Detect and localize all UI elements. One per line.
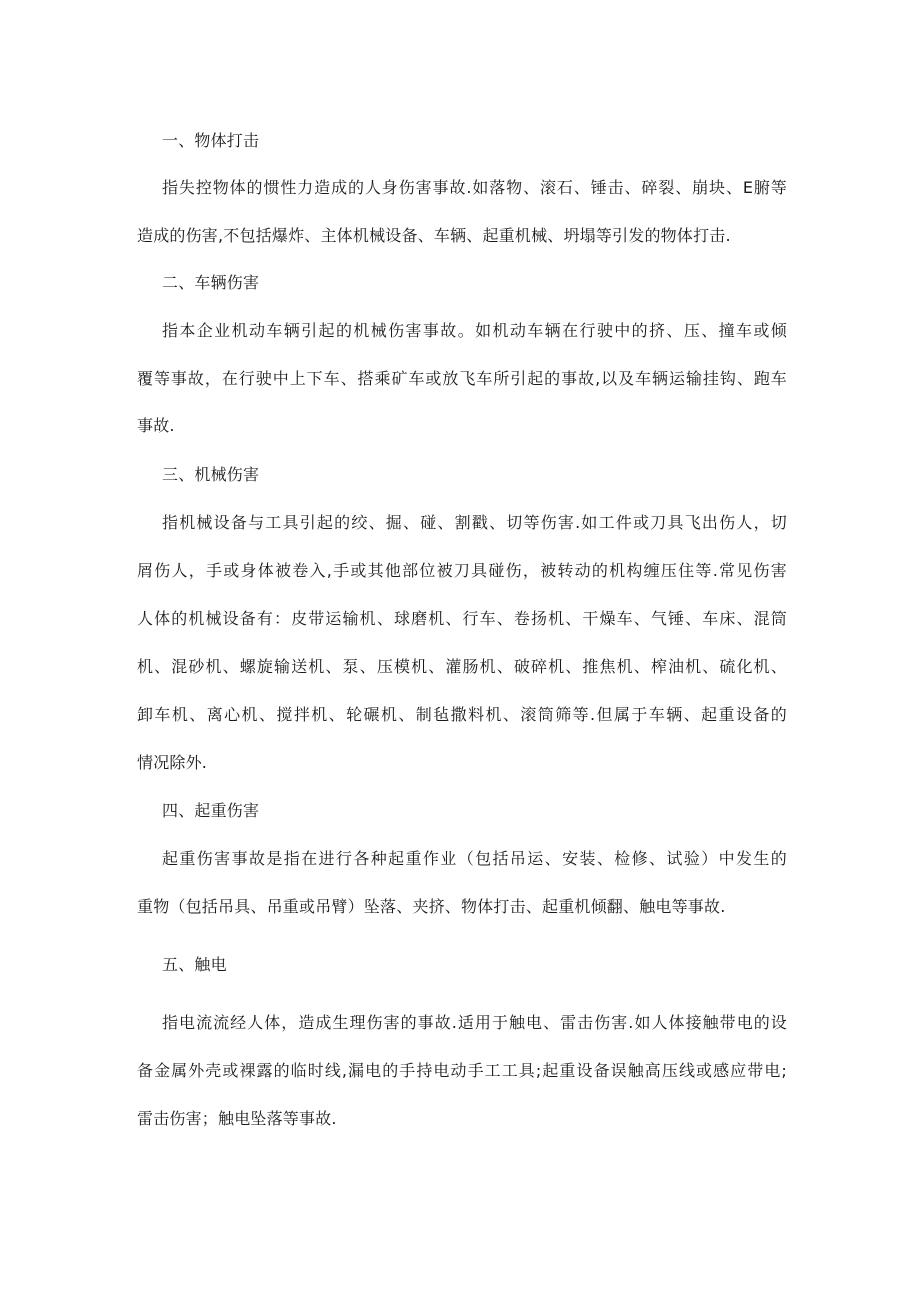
paragraph-line: 起重伤害事故是指在进行各种起重作业（包括吊运、安装、检修、试验）中发生的 — [162, 849, 787, 868]
section-heading-5: 五、触电 — [162, 955, 227, 974]
paragraph-line: 指机械设备与工具引起的绞、掘、碰、割戳、切等伤害.如工件或刀具飞出伤人，切 — [162, 513, 787, 532]
paragraph-line: 人体的机械设备有：皮带运输机、球磨机、行车、卷扬机、干燥车、气锤、车床、混筒 — [137, 609, 787, 628]
paragraph-line: 覆等事故，在行驶中上下车、搭乘矿车或放飞车所引起的事故,以及车辆运输挂钩、跑车 — [137, 369, 787, 388]
paragraph-line: 事故. — [137, 416, 175, 435]
paragraph-line: 卸车机、离心机、搅拌机、轮碾机、制毡撒料机、滚筒筛等.但属于车辆、起重设备的 — [137, 705, 787, 724]
paragraph-line: 机、混砂机、螺旋输送机、泵、压模机、灌肠机、破碎机、推焦机、榨油机、硫化机、 — [137, 657, 787, 676]
section-heading-1: 一、物体打击 — [162, 131, 260, 150]
paragraph-line: 情况除外. — [137, 753, 208, 772]
paragraph-line: 雷击伤害；触电坠落等事故. — [137, 1109, 337, 1128]
section-heading-2: 二、车辆伤害 — [162, 273, 260, 292]
paragraph-line: 重物（包括吊具、吊重或吊臂）坠落、夹挤、物体打击、起重机倾翻、触电等事故. — [137, 897, 726, 916]
paragraph-line: 指本企业机动车辆引起的机械伤害事故。如机动车辆在行驶中的挤、压、撞车或倾 — [162, 321, 787, 340]
section-heading-4: 四、起重伤害 — [162, 801, 260, 820]
paragraph-line: 屑伤人，手或身体被卷入,手或其他部位被刀具碰伤，被转动的机构缠压住等.常见伤害 — [137, 561, 787, 580]
paragraph-line: 指电流流经人体，造成生理伤害的事故.适用于触电、雷击伤害.如人体接触带电的设 — [162, 1013, 787, 1032]
paragraph-line: 指失控物体的惯性力造成的人身伤害事故.如落物、滚石、锤击、碎裂、崩块、E腑等 — [162, 178, 787, 197]
paragraph-line: 备金属外壳或裸露的临时线,漏电的手持电动手工工具;起重设备误触高压线或感应带电; — [137, 1061, 787, 1080]
section-heading-3: 三、机械伤害 — [162, 465, 260, 484]
paragraph-line: 造成的伤害,不包括爆炸、主体机械设备、车辆、起重机械、坍塌等引发的物体打击. — [137, 226, 731, 245]
